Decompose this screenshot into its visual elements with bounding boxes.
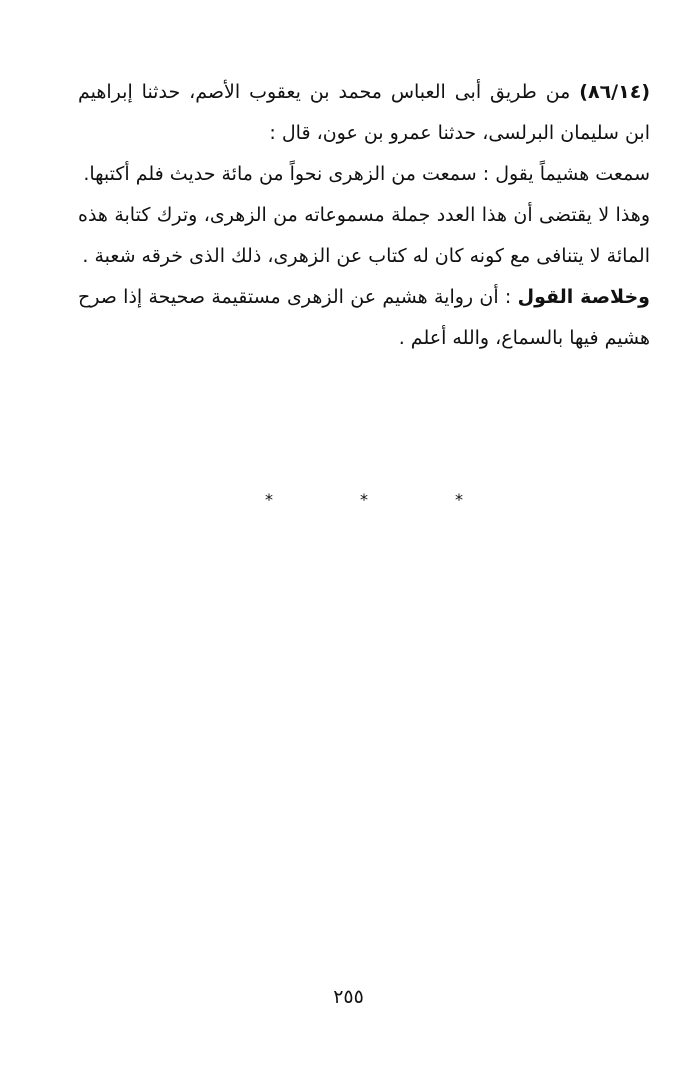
conclusion-lead: وخلاصة القول — [517, 286, 650, 308]
conclusion-paragraph — [78, 277, 650, 359]
separator-star: * — [455, 490, 463, 509]
page-number: ٢٥٥ — [333, 986, 364, 1008]
commentary-text: وهذا لا يقتضى أن هذا العدد جملة مسموعاته من الزهرى، وترك كتابة هذه المائة لا يتنافى مع كونه كان له كتاب عن الزهرى، ذلك الذى خرقه شعبة . — [78, 204, 650, 267]
main-text — [78, 72, 650, 359]
section-separator — [0, 490, 697, 520]
hadith-paragraph — [78, 72, 650, 154]
isnad-text: من طريق أبى العباس محمد بن يعقوب الأصم، حدثنا إبراهيم ابن سليمان البرلسى، حدثنا عمرو بن عون، قال : — [78, 81, 650, 144]
quote-text: سمعت هشيماً يقول : سمعت من الزهرى نحواً من مائة حديث فلم أكتبها. — [83, 163, 650, 185]
commentary-paragraph — [78, 195, 650, 277]
separator-star: * — [265, 490, 273, 509]
hadith-number: (٨٦/١٤) — [579, 81, 650, 103]
quote-paragraph — [78, 154, 650, 195]
conclusion-text: : أن رواية هشيم عن الزهرى مستقيمة صحيحة إذا صرح هشيم فيها بالسماع، والله أعلم . — [78, 286, 650, 349]
separator-star: * — [360, 490, 368, 509]
